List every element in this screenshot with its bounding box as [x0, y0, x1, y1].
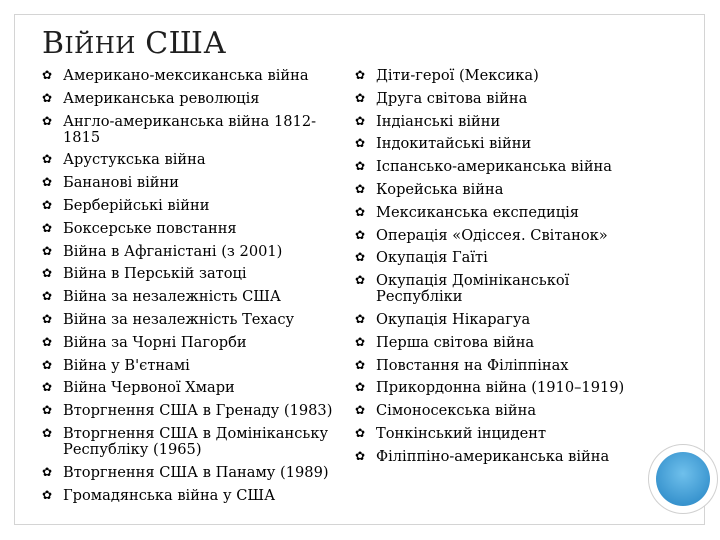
list-item: [355, 205, 660, 221]
list-item-text: Сімоносекська війна: [376, 402, 537, 420]
list-item: [42, 198, 347, 214]
list-item-text: Окупація Домініканської Республіки: [376, 272, 570, 306]
list-item-text: Американська революція: [63, 89, 260, 107]
list-item-text: Боксерське повстання: [63, 219, 237, 237]
fleuron-icon: ✿: [42, 113, 53, 128]
list-item: [355, 182, 660, 198]
list-item-text: Вторгнення США в Гренаду (1983): [63, 402, 333, 420]
list-item: [42, 114, 347, 146]
list-item: [42, 465, 347, 481]
fleuron-icon: ✿: [42, 243, 53, 258]
list-item-text: Окупація Нікарагуа: [376, 310, 531, 328]
fleuron-icon: ✿: [42, 403, 53, 418]
list-item-text: Війна в Перській затоці: [63, 265, 247, 283]
list-item-text: Арустукська війна: [63, 151, 206, 169]
list-item: [355, 312, 660, 328]
fleuron-icon: ✿: [42, 220, 53, 235]
list-item: [355, 335, 660, 351]
list-item: [42, 488, 347, 504]
title-first-letter: В: [42, 26, 65, 61]
fleuron-icon: ✿: [42, 380, 53, 395]
fleuron-icon: ✿: [355, 90, 366, 105]
fleuron-icon: ✿: [42, 68, 53, 82]
list-item-text: Мексиканська експедиція: [376, 203, 579, 221]
list-item-text: Друга світова війна: [376, 89, 528, 107]
list-item-text: Індокитайські війни: [376, 135, 532, 153]
list-item: [355, 426, 660, 442]
list-item-text: Бананові війни: [63, 174, 179, 192]
list-item-text: Філіппіно-американська війна: [376, 447, 610, 465]
fleuron-icon: ✿: [355, 113, 366, 128]
fleuron-icon: ✿: [355, 357, 366, 372]
list-item: [355, 250, 660, 266]
list-item: [42, 403, 347, 419]
list-item-text: Війна за незалежність США: [63, 288, 281, 306]
fleuron-icon: ✿: [355, 448, 366, 463]
decorative-circle-inner: [656, 452, 710, 506]
list-item: [355, 358, 660, 374]
list-item: [42, 175, 347, 191]
list-item: [42, 221, 347, 237]
list-item: [355, 91, 660, 107]
fleuron-icon: ✿: [355, 380, 366, 395]
list-item-text: Війна за Чорні Пагорби: [63, 333, 247, 351]
fleuron-icon: ✿: [355, 204, 366, 219]
fleuron-icon: ✿: [355, 159, 366, 174]
list-item: [355, 449, 660, 465]
list-item-text: Індіанські війни: [376, 112, 501, 130]
list-item-text: Тонкінський інцидент: [376, 424, 547, 442]
fleuron-icon: ✿: [42, 311, 53, 326]
fleuron-icon: ✿: [42, 266, 53, 281]
list-item: [42, 380, 347, 396]
list-item: [42, 312, 347, 328]
list-item-text: Діти-герої (Мексика): [376, 67, 539, 84]
fleuron-icon: ✿: [42, 464, 53, 479]
list-item: [355, 136, 660, 152]
list-item-text: Перша світова війна: [376, 333, 535, 351]
fleuron-icon: ✿: [42, 487, 53, 502]
list-item-text: Американо-мексиканська війна: [63, 67, 309, 84]
fleuron-icon: ✿: [42, 289, 53, 304]
left-column-list: [42, 68, 347, 510]
list-item-text: Війна у В'єтнамі: [63, 356, 190, 374]
list-item-text: Операція «Одіссея. Світанок»: [376, 226, 608, 244]
fleuron-icon: ✿: [42, 334, 53, 349]
fleuron-icon: ✿: [355, 311, 366, 326]
list-item-text: Вторгнення США в Домініканську Республіку (1965): [63, 424, 329, 458]
fleuron-icon: ✿: [355, 273, 366, 288]
list-item-text: Війна за незалежність Техасу: [63, 310, 295, 328]
list-item: [355, 403, 660, 419]
list-item: [42, 426, 347, 458]
list-item: [42, 68, 347, 84]
list-item-text: Повстання на Філіппінах: [376, 356, 569, 374]
list-item: [355, 273, 660, 305]
list-item: [42, 91, 347, 107]
fleuron-icon: ✿: [355, 181, 366, 196]
list-item: [355, 159, 660, 175]
fleuron-icon: ✿: [42, 197, 53, 212]
list-item-text: Громадянська війна у США: [63, 486, 276, 504]
fleuron-icon: ✿: [42, 90, 53, 105]
decorative-circle: [649, 445, 717, 513]
list-item: [42, 358, 347, 374]
list-item-text: Корейська війна: [376, 180, 504, 198]
list-item-text: Війна Червоної Хмари: [63, 379, 235, 397]
fleuron-icon: ✿: [42, 175, 53, 190]
list-item-text: Іспансько-американська війна: [376, 158, 612, 176]
list-item-text: Прикордонна війна (1910–1919): [376, 379, 625, 397]
list-item: [42, 289, 347, 305]
list-item: [355, 380, 660, 396]
list-item-text: Окупація Гаїті: [376, 249, 488, 267]
list-item: [42, 244, 347, 260]
list-item: [42, 335, 347, 351]
list-item: [355, 228, 660, 244]
list-item: [42, 152, 347, 168]
fleuron-icon: ✿: [42, 425, 53, 440]
title-second-word: США: [145, 26, 227, 61]
fleuron-icon: ✿: [355, 136, 366, 151]
list-item: [42, 266, 347, 282]
list-item-text: Вторгнення США в Панаму (1989): [63, 463, 329, 481]
fleuron-icon: ✿: [355, 334, 366, 349]
list-item: [355, 68, 660, 84]
right-column-list: [355, 68, 660, 472]
fleuron-icon: ✿: [355, 403, 366, 418]
list-item-text: Англо-американська війна 1812-1815: [63, 112, 317, 146]
list-item-text: Берберійські війни: [63, 196, 210, 214]
fleuron-icon: ✿: [42, 357, 53, 372]
fleuron-icon: ✿: [355, 227, 366, 242]
fleuron-icon: ✿: [355, 68, 366, 82]
slide-title: [42, 26, 227, 61]
fleuron-icon: ✿: [355, 250, 366, 265]
title-rest: ІЙНИ: [64, 33, 136, 59]
list-item-text: Війна в Афганістані (з 2001): [63, 242, 283, 260]
fleuron-icon: ✿: [355, 425, 366, 440]
fleuron-icon: ✿: [42, 152, 53, 167]
list-item: [355, 114, 660, 130]
